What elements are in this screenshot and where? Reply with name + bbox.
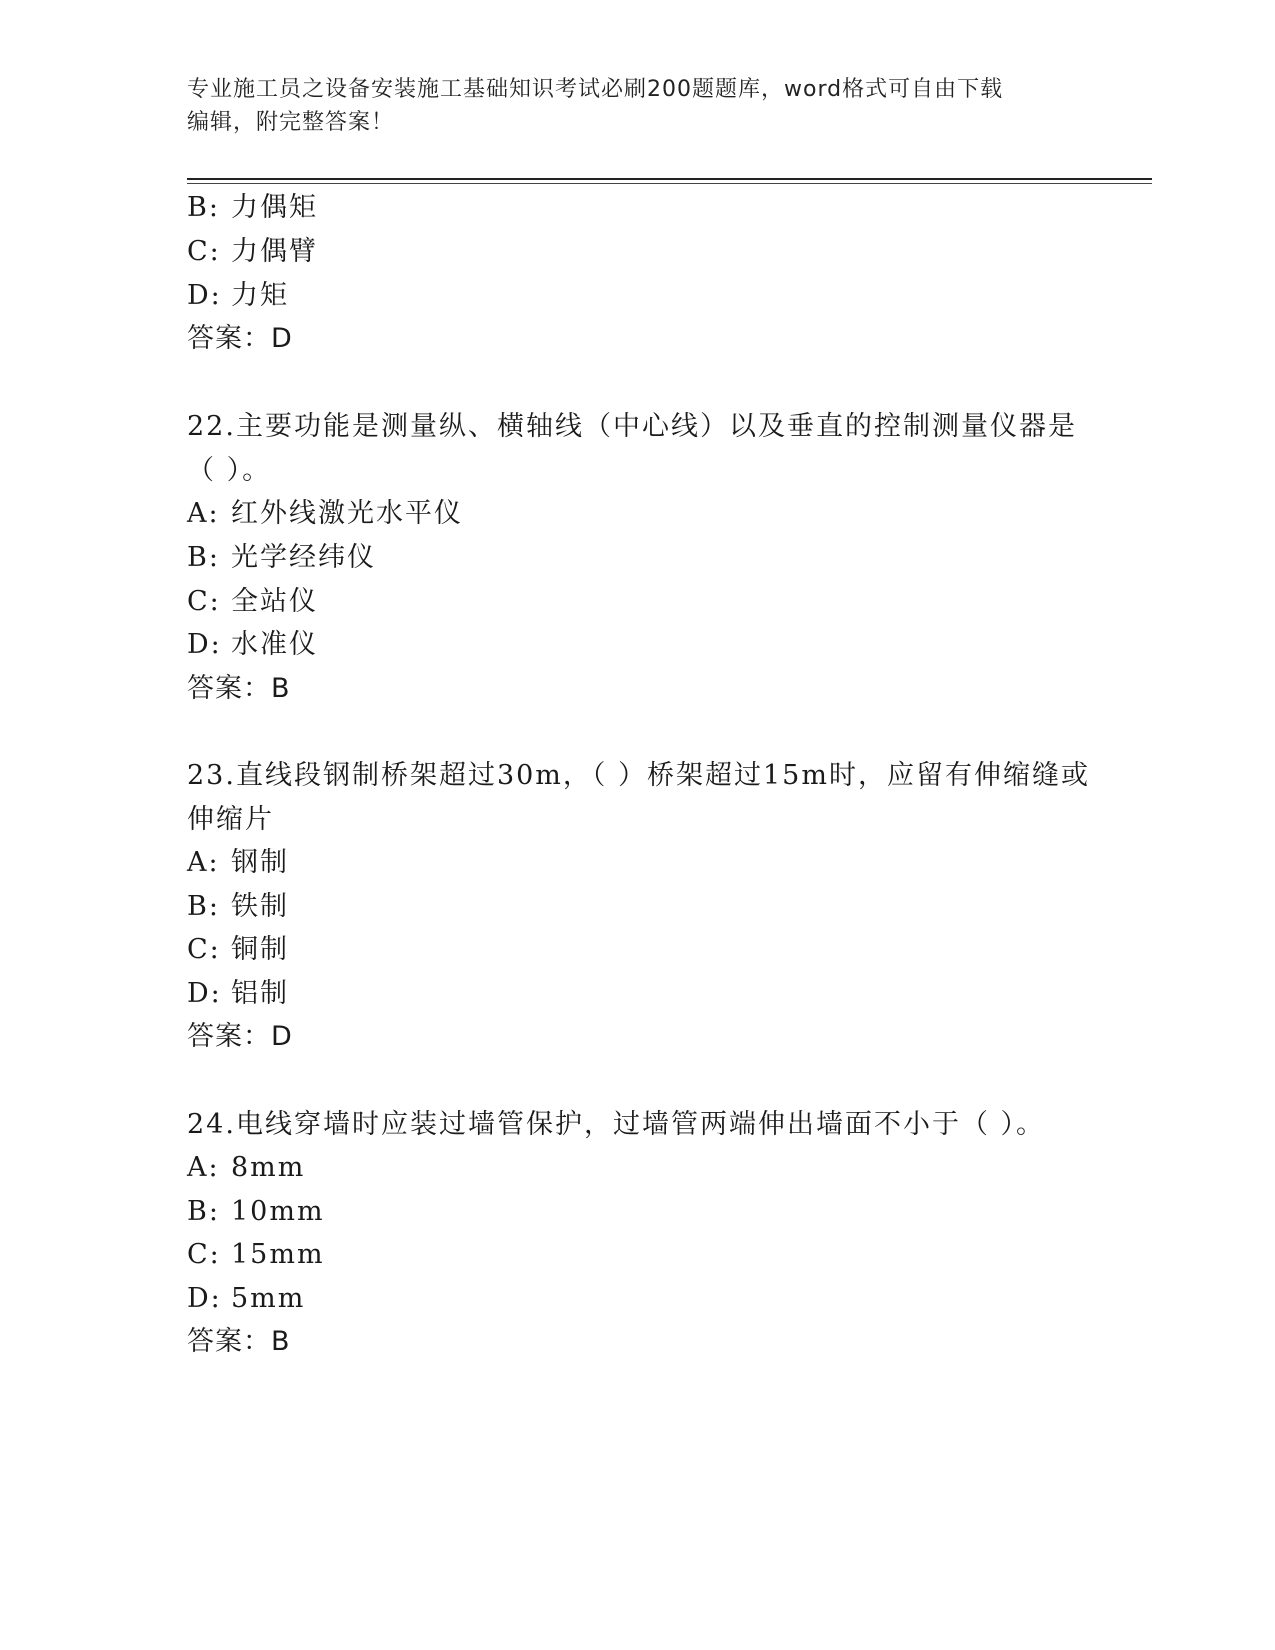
q22-stem-line-2: （ ）。 bbox=[187, 455, 272, 486]
option-key: B: bbox=[187, 192, 220, 223]
q23-option-b bbox=[187, 889, 289, 925]
q24-option-a bbox=[187, 1150, 305, 1186]
option-key: A: bbox=[187, 1152, 220, 1183]
option-text: 红外线激光水平仪 bbox=[231, 498, 463, 529]
option-text: 力偶矩 bbox=[231, 192, 318, 223]
option-text: 水准仪 bbox=[231, 629, 318, 660]
option-text: 铁制 bbox=[231, 891, 289, 922]
option-text: 力偶臂 bbox=[231, 236, 318, 267]
q22-option-d bbox=[187, 627, 318, 663]
q23-stem-line-1: 23.直线段钢制桥架超过30m，（ ）桥架超过15m时，应留有伸缩缝或 bbox=[187, 760, 1090, 791]
option-text: 5mm bbox=[231, 1283, 306, 1314]
option-key: D: bbox=[187, 629, 222, 660]
header-divider-thick bbox=[187, 178, 1152, 180]
q21-option-d bbox=[187, 278, 289, 314]
q22-stem-line-1: 22.主要功能是测量纵、横轴线（中心线）以及垂直的控制测量仪器是 bbox=[187, 411, 1077, 442]
q24-option-d bbox=[187, 1281, 305, 1317]
q22-option-a bbox=[187, 496, 463, 532]
q21-option-c bbox=[187, 234, 318, 270]
header-divider-thin bbox=[187, 183, 1152, 184]
option-key: B: bbox=[187, 891, 220, 922]
option-text: 10mm bbox=[231, 1196, 325, 1227]
option-text: 铜制 bbox=[231, 934, 289, 965]
option-text: 铝制 bbox=[231, 978, 289, 1009]
q23-option-a bbox=[187, 845, 289, 881]
option-text: 力矩 bbox=[231, 280, 289, 311]
option-text: 全站仪 bbox=[231, 586, 318, 617]
q24-stem-line-1: 24.电线穿墙时应装过墙管保护，过墙管两端伸出墙面不小于（ ）。 bbox=[187, 1109, 1046, 1140]
header-title-line-2: 编辑，附完整答案！ bbox=[187, 110, 395, 135]
option-text: 8mm bbox=[231, 1152, 306, 1183]
q23-option-c bbox=[187, 932, 289, 968]
document-header bbox=[187, 73, 1087, 139]
option-key: D: bbox=[187, 978, 222, 1009]
q22-answer: 答案：B bbox=[187, 673, 291, 704]
option-key: B: bbox=[187, 542, 220, 573]
q22-option-c bbox=[187, 584, 318, 620]
q23-stem-line-2: 伸缩片 bbox=[187, 804, 274, 835]
q22-option-b bbox=[187, 540, 376, 576]
option-key: C: bbox=[187, 586, 221, 617]
q21-option-b bbox=[187, 190, 318, 226]
option-text: 钢制 bbox=[231, 847, 289, 878]
option-text: 15mm bbox=[231, 1239, 325, 1270]
q24-option-b bbox=[187, 1194, 325, 1230]
option-key: C: bbox=[187, 934, 221, 965]
option-key: D: bbox=[187, 1283, 222, 1314]
option-key: A: bbox=[187, 847, 220, 878]
option-text: 光学经纬仪 bbox=[231, 542, 376, 573]
q23-answer: 答案：D bbox=[187, 1021, 293, 1052]
q23-option-d bbox=[187, 976, 289, 1012]
q24-answer: 答案：B bbox=[187, 1326, 291, 1357]
q21-answer: 答案：D bbox=[187, 323, 293, 354]
q24-option-c bbox=[187, 1237, 325, 1273]
header-title-line-1: 专业施工员之设备安装施工基础知识考试必刷200题题库，word格式可自由下载 bbox=[187, 77, 1004, 102]
option-key: A: bbox=[187, 498, 220, 529]
option-key: D: bbox=[187, 280, 222, 311]
option-key: B: bbox=[187, 1196, 220, 1227]
option-key: C: bbox=[187, 1239, 221, 1270]
option-key: C: bbox=[187, 236, 221, 267]
